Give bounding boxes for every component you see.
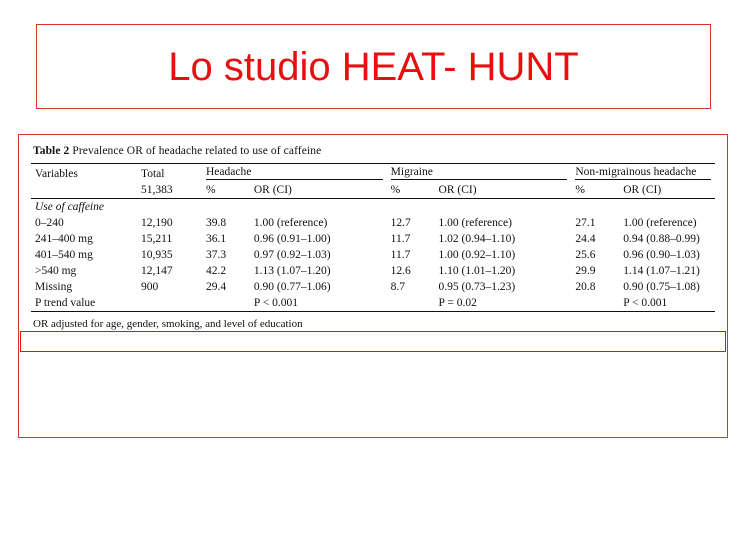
cell-headache-or: 0.97 (0.92–1.03): [253, 249, 331, 261]
cell-total: 15,211: [141, 233, 173, 245]
table-footnote: OR adjusted for age, gender, smoking, and level of education: [33, 318, 303, 330]
cell-nonmig-pct: [571, 295, 619, 312]
cell-migraine-p: P = 0.02: [435, 295, 572, 312]
table-sub-header-row: [31, 182, 715, 199]
table-caption-text: Prevalence OR of headache related to use of caffeine: [72, 145, 322, 157]
cell-total: 10,935: [141, 249, 173, 261]
cell-nonmig-pct: 25.6: [575, 249, 596, 261]
cell-migraine-or: 1.00 (0.92–1.10): [438, 249, 516, 261]
subheader-migraine-pct: %: [387, 182, 435, 199]
cell-total: [137, 295, 202, 312]
subheader-nonmig-pct: %: [571, 182, 619, 199]
table-row: [31, 215, 715, 231]
cell-variable: P trend value: [31, 295, 137, 312]
table-row: [31, 247, 715, 263]
cell-migraine-or: 1.02 (0.94–1.10): [438, 233, 516, 245]
header-migraine: Migraine: [387, 164, 572, 183]
header-headache: Headache: [202, 164, 387, 183]
cell-nonmig-pct: 24.4: [575, 233, 596, 245]
cell-headache-or: 0.96 (0.91–1.00): [253, 233, 331, 245]
section-label-use-of-caffeine: Use of caffeine: [35, 201, 104, 213]
cell-nonmig-or: 0.96 (0.90–1.03): [623, 249, 700, 261]
subheader-total-count: 51,383: [137, 182, 202, 199]
cell-variable: 241–400 mg: [35, 233, 93, 245]
cell-migraine-pct: 12.7: [390, 217, 411, 229]
cell-headache-p: P < 0.001: [250, 295, 387, 312]
header-nonmigrainous: Non-migrainous headache: [571, 164, 715, 183]
cell-variable: >540 mg: [35, 265, 77, 277]
cell-headache-pct: [202, 295, 250, 312]
cell-migraine-or: 0.95 (0.73–1.23): [438, 281, 516, 293]
cell-total: 900: [141, 281, 159, 293]
cell-nonmig-or: 1.00 (reference): [623, 217, 697, 229]
cell-migraine-pct: [387, 295, 435, 312]
cell-migraine-pct: 11.7: [390, 233, 411, 245]
cell-variable: 401–540 mg: [35, 249, 93, 261]
subheader-headache-pct: %: [202, 182, 250, 199]
cell-variable: Missing: [35, 281, 73, 293]
cell-migraine-pct: 11.7: [390, 249, 411, 261]
table-row-highlighted: [31, 263, 715, 279]
subheader-headache-or: OR (CI): [250, 182, 387, 199]
subheader-migraine-or: OR (CI): [435, 182, 572, 199]
subheader-variables: [31, 182, 137, 199]
cell-headache-pct: 36.1: [205, 233, 227, 245]
table-figure: [18, 134, 728, 438]
header-total: Total: [137, 164, 202, 183]
cell-headache-pct: 39.8: [205, 217, 227, 229]
cell-headache-pct: 29.4: [205, 281, 227, 293]
title-box: [36, 24, 711, 109]
table-caption: [33, 145, 715, 157]
cell-headache-or: 1.00 (reference): [253, 217, 328, 229]
cell-migraine-or: 1.00 (reference): [438, 217, 512, 229]
cell-variable: 0–240: [35, 217, 64, 229]
cell-total: 12,190: [141, 217, 173, 229]
table-caption-label: Table 2: [33, 145, 70, 157]
cell-nonmig-or: 1.14 (1.07–1.21): [623, 265, 700, 277]
cell-nonmig-pct: 29.9: [575, 265, 596, 277]
subheader-nonmig-or: OR (CI): [619, 182, 715, 199]
cell-nonmig-pct: 20.8: [575, 281, 596, 293]
table-row: [31, 279, 715, 295]
table-row: [31, 231, 715, 247]
cell-nonmig-pct: 27.1: [575, 217, 596, 229]
cell-nonmig-or: 0.90 (0.75–1.08): [623, 281, 700, 293]
header-variables: Variables: [31, 164, 137, 183]
cell-headache-or: 0.90 (0.77–1.06): [253, 281, 331, 293]
prevalence-or-table: [31, 163, 715, 312]
page-title: Lo studio HEAT- HUNT: [168, 44, 579, 89]
cell-headache-pct: 37.3: [205, 249, 227, 261]
cell-migraine-pct: 8.7: [390, 281, 406, 293]
cell-headache-pct: 42.2: [205, 265, 227, 277]
cell-migraine-pct: 12.6: [390, 265, 411, 277]
cell-migraine-or: 1.10 (1.01–1.20): [438, 265, 516, 277]
cell-nonmig-p: P < 0.001: [619, 295, 715, 312]
cell-headache-or: 1.13 (1.07–1.20): [253, 265, 331, 277]
cell-total: 12,147: [141, 265, 173, 277]
cell-nonmig-or: 0.94 (0.88–0.99): [623, 233, 700, 245]
table-group-header-row: [31, 164, 715, 183]
table-section-label-row: [31, 199, 715, 216]
table-trend-row: [31, 295, 715, 312]
